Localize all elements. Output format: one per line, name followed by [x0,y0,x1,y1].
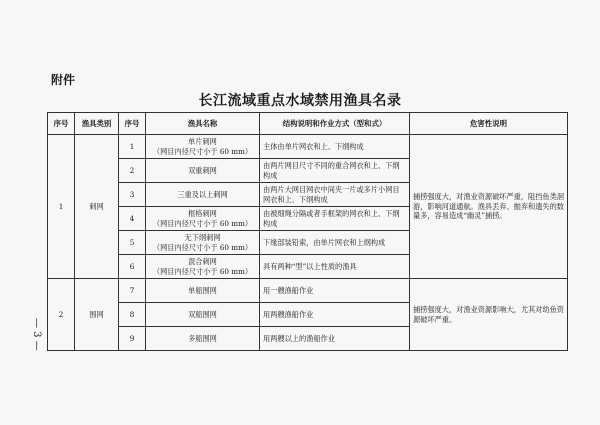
hazard-desc: 捕捞强度大，对渔业资源影响大，尤其对幼鱼资源破坏严重。 [410,279,568,351]
structure-desc: 由被细绳分隔或者手框架的网衣和上、下纲构成 [260,207,410,231]
header-structure: 结构说明和作业方式（型和式） [260,113,410,135]
gear-name-cell [146,183,260,207]
gear-name: 单片刺网 [188,136,217,146]
structure-desc: 由两片大网目网衣中间夹一片或多片小网目网衣和上、下纲构成 [260,183,410,207]
structure-desc: 具有两种“型”以上性质的渔具 [260,255,410,279]
group-category: 刺网 [75,135,119,279]
header-index: 序号 [48,113,75,135]
page-title: 长江流域重点水域禁用渔具名录 [198,93,402,109]
item-no: 2 [119,159,146,183]
header-item-no: 序号 [119,113,146,135]
table-header-row [48,113,568,135]
gear-name-cell [146,279,260,303]
group-index: 2 [48,279,75,351]
gear-name-note: （网目内径尺寸小于 60 mm） [152,218,253,228]
gear-name-cell [146,207,260,231]
gear-name: 双船围网 [188,309,217,319]
page-number: — 3 — [31,318,42,351]
structure-desc: 由两片网目尺寸不同的重合网衣和上、下纲构成 [260,159,410,183]
fishing-gear-table [47,112,568,351]
item-no: 1 [119,135,146,159]
gear-name: 框格刺网 [188,208,217,218]
structure-desc: 下缘部装铅索，由单片网衣和上纲构成 [260,231,410,255]
gear-name-cell [146,303,260,327]
attachment-label: 附件 [51,73,76,87]
gear-name-cell [146,255,260,279]
group-index: 1 [48,135,75,279]
table-row [48,135,568,159]
item-no: 6 [119,255,146,279]
group-category: 围网 [75,279,119,351]
gear-name-cell [146,159,260,183]
gear-name-note: （网目内径尺寸小于 60 mm） [152,242,253,252]
header-gear-name: 渔具名称 [146,113,260,135]
structure-desc: 主体由单片网衣和上、下纲构成 [260,135,410,159]
item-no: 9 [119,327,146,351]
gear-name: 多船围网 [188,333,217,343]
item-no: 5 [119,231,146,255]
gear-name-note: （网目内径尺寸小于 60 mm） [152,266,253,276]
structure-desc: 用一艘渔船作业 [260,279,410,303]
item-no: 7 [119,279,146,303]
table-row [48,279,568,303]
gear-name: 双重刺网 [188,165,217,175]
gear-name-cell [146,327,260,351]
hazard-desc: 捕捞强度大，对渔业资源破坏严重，阻挡鱼类洄游，影响河道通航。渔具丢弃、抛弃和遗失的数量多，容易造成“幽灵”捕捞。 [410,135,568,279]
gear-name-note: （网目内径尺寸小于 60 mm） [152,146,253,156]
gear-name: 无下纲刺网 [184,232,221,242]
header-category: 渔具类别 [75,113,119,135]
gear-name: 混合刺网 [188,256,217,266]
gear-name-cell [146,135,260,159]
item-no: 4 [119,207,146,231]
item-no: 8 [119,303,146,327]
gear-name-cell [146,231,260,255]
header-hazard: 危害性说明 [410,113,568,135]
gear-name: 三重及以上刺网 [177,189,228,199]
gear-name: 单船围网 [188,285,217,295]
structure-desc: 用两艘以上的渔船作业 [260,327,410,351]
structure-desc: 用两艘渔船作业 [260,303,410,327]
item-no: 3 [119,183,146,207]
